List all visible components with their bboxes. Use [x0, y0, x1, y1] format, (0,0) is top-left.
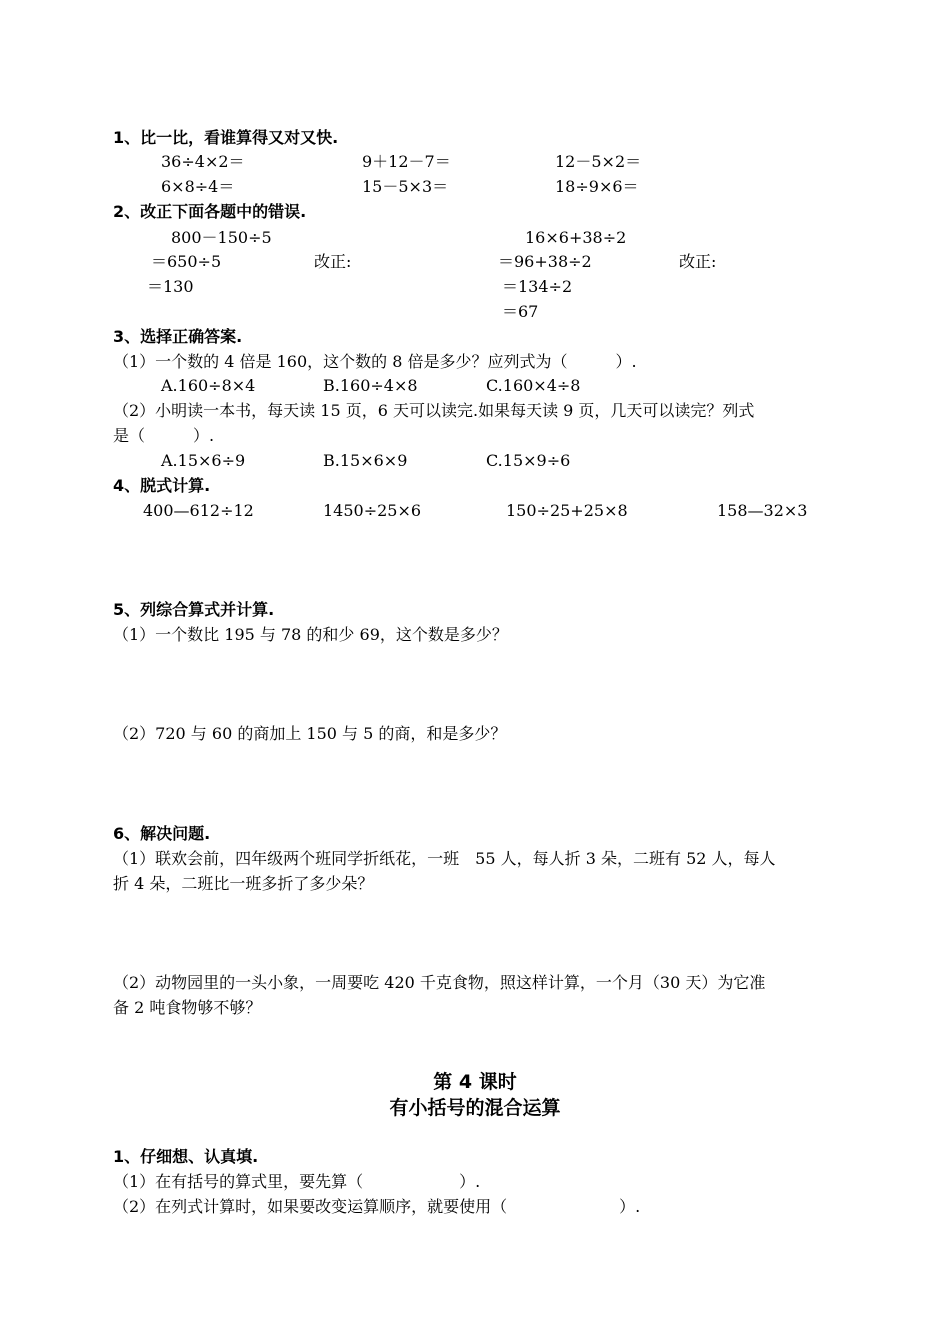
fill-in-heading: 1、仔细想、认真填. — [113, 1147, 259, 1166]
question-text: （2）在列式计算时，如果要改变运算顺序，就要使用（ ）. — [113, 1197, 641, 1216]
exercise-item: 158—32×3 — [717, 501, 808, 520]
exercise-item: 12－5×2＝ — [555, 152, 642, 171]
exercise-item: 9＋12－7＝ — [362, 152, 451, 171]
question-text: （1）联欢会前，四年级两个班同学折纸花，一班 55 人，每人折 3 朵，二班有 52 人，每人 — [113, 849, 776, 868]
question-text: 折 4 朵，二班比一班多折了多少朵？ — [113, 874, 374, 893]
option-a: A.160÷8×4 — [161, 376, 256, 395]
error-step: ＝130 — [147, 277, 194, 296]
exercise-item: 1450÷25×6 — [323, 501, 422, 520]
section-2-heading: 2、改正下面各题中的错误. — [113, 202, 307, 221]
question-text: 备 2 吨食物够不够？ — [113, 998, 262, 1017]
option-b: B.160÷4×8 — [323, 376, 418, 395]
exercise-item: 18÷9×6＝ — [555, 177, 639, 196]
option-a: A.15×6÷9 — [161, 451, 246, 470]
question-text: （1）在有括号的算式里，要先算（ ）. — [113, 1172, 481, 1191]
error-step: ＝96+38÷2 — [498, 252, 592, 271]
section-6-heading: 6、解决问题. — [113, 824, 211, 843]
question-text: 是（ ）. — [113, 426, 215, 445]
option-b: B.15×6×9 — [323, 451, 408, 470]
option-c: C.15×9÷6 — [486, 451, 571, 470]
error-step: ＝67 — [502, 302, 539, 321]
question-text: （1）一个数的 4 倍是 160，这个数的 8 倍是多少？应列式为（ ）. — [113, 352, 637, 371]
exercise-item: 6×8÷4＝ — [161, 177, 235, 196]
question-text: （1）一个数比 195 与 78 的和少 69，这个数是多少？ — [113, 625, 508, 644]
lesson-subtitle: 有小括号的混合运算 — [389, 1097, 561, 1119]
exercise-item: 400—612÷12 — [143, 501, 254, 520]
option-c: C.160×4÷8 — [486, 376, 581, 395]
section-1-heading: 1、比一比，看谁算得又对又快. — [113, 128, 339, 147]
lesson-title: 第 4 课时 — [433, 1071, 517, 1093]
fix-label: 改正: — [679, 252, 717, 271]
exercise-item: 15－5×3＝ — [362, 177, 449, 196]
question-text: （2）720 与 60 的商加上 150 与 5 的商，和是多少？ — [113, 724, 507, 743]
exercise-item: 36÷4×2＝ — [161, 152, 245, 171]
error-step: 16×6+38÷2 — [525, 228, 627, 247]
section-3-heading: 3、选择正确答案. — [113, 327, 243, 346]
question-text: （2）小明读一本书，每天读 15 页，6 天可以读完.如果每天读 9 页，几天可以读完？列式 — [113, 401, 755, 420]
error-step: ＝650÷5 — [151, 252, 222, 271]
exercise-item: 150÷25+25×8 — [506, 501, 628, 520]
error-step: ＝134÷2 — [502, 277, 573, 296]
section-4-heading: 4、脱式计算. — [113, 476, 211, 495]
error-step: 800－150÷5 — [171, 228, 272, 247]
section-5-heading: 5、列综合算式并计算. — [113, 600, 275, 619]
fix-label: 改正: — [314, 252, 352, 271]
question-text: （2）动物园里的一头小象，一周要吃 420 千克食物，照这样计算，一个月（30 天）为它准 — [113, 973, 766, 992]
